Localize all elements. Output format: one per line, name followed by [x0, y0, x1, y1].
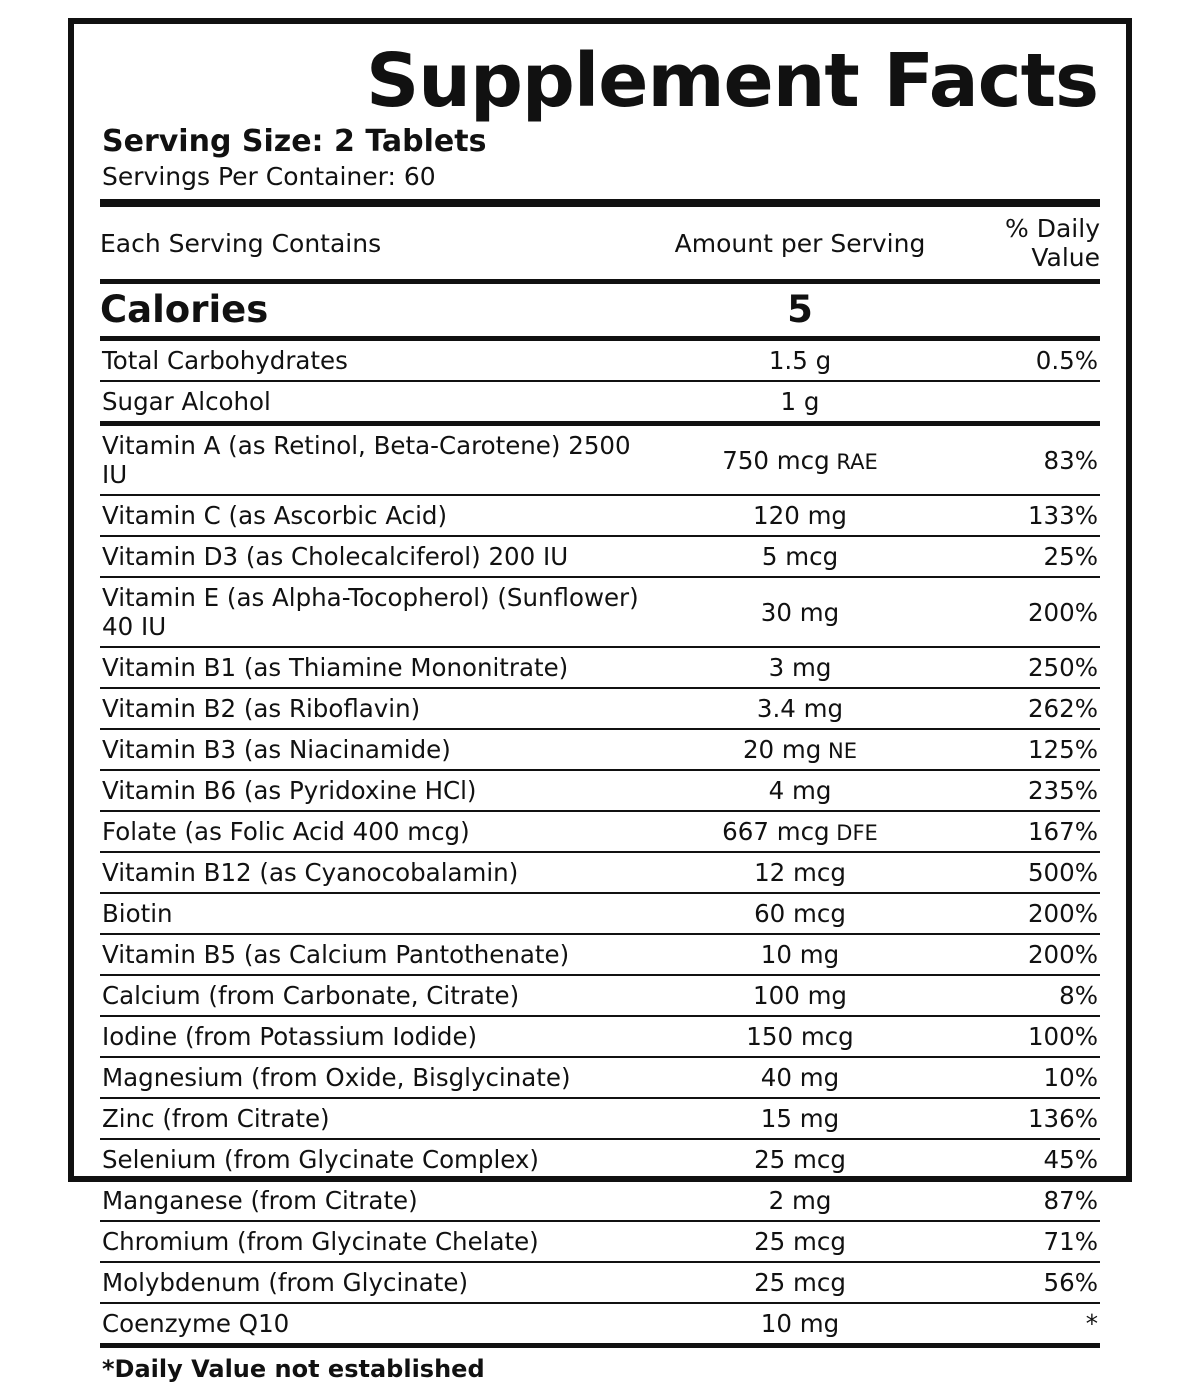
ingredient-daily-value: 200% [940, 934, 1100, 975]
table-row [100, 893, 1100, 934]
ingredient-daily-value: 167% [940, 811, 1100, 852]
header-amount-per-serving: Amount per Serving [674, 228, 926, 258]
ingredient-amount: 1.5 g [660, 341, 940, 381]
ingredient-amount [660, 424, 940, 496]
amount-unit-qualifier: DFE [829, 821, 878, 845]
ingredient-amount [660, 811, 940, 852]
ingredient-amount: 25 mcg [660, 1221, 940, 1262]
ingredient-amount: 15 mg [660, 1098, 940, 1139]
calories-row [100, 284, 1100, 336]
ingredient-daily-value: 200% [940, 577, 1100, 647]
ingredient-amount: 60 mcg [660, 893, 940, 934]
ingredient-daily-value: 262% [940, 688, 1100, 729]
table-row [100, 1016, 1100, 1057]
table-row [100, 1180, 1100, 1221]
ingredient-amount: 100 mg [660, 975, 940, 1016]
ingredient-name: Sugar Alcohol [100, 381, 660, 424]
table-row [100, 381, 1100, 424]
amount-value: 750 mcg [722, 445, 830, 475]
ingredient-name: Calcium (from Carbonate, Citrate) [100, 975, 660, 1016]
amount-value: 20 mg [742, 735, 822, 764]
ingredient-amount: 2 mg [660, 1180, 940, 1221]
ingredient-name: Vitamin B5 (as Calcium Pantothenate) [100, 934, 660, 975]
table-row [100, 688, 1100, 729]
ingredient-amount: 25 mcg [660, 1139, 940, 1180]
table-row [100, 975, 1100, 1016]
ingredient-name: Iodine (from Potassium Iodide) [100, 1016, 660, 1057]
table-row [100, 852, 1100, 893]
ingredient-daily-value: 71% [940, 1221, 1100, 1262]
ingredient-daily-value: 125% [940, 729, 1100, 770]
ingredient-name: Vitamin B12 (as Cyanocobalamin) [100, 852, 660, 893]
ingredient-daily-value: 200% [940, 893, 1100, 934]
table-row [100, 1139, 1100, 1180]
ingredient-daily-value: 25% [940, 536, 1100, 577]
ingredient-daily-value: * [940, 1303, 1100, 1346]
calories-amount: 5 [787, 288, 813, 331]
table-row [100, 577, 1100, 647]
ingredient-amount: 3.4 mg [660, 688, 940, 729]
divider-thick-top [100, 199, 1100, 207]
table-row [100, 1303, 1100, 1346]
ingredient-daily-value: 45% [940, 1139, 1100, 1180]
ingredient-daily-value [940, 381, 1100, 424]
ingredient-name: Magnesium (from Oxide, Bisglycinate) [100, 1057, 660, 1098]
footnote-text: *Daily Value not established [102, 1355, 485, 1383]
ingredient-daily-value: 83% [940, 424, 1100, 496]
ingredient-name: Molybdenum (from Glycinate) [100, 1262, 660, 1303]
table-row [100, 536, 1100, 577]
ingredient-amount: 4 mg [660, 770, 940, 811]
table-row [100, 1262, 1100, 1303]
ingredient-daily-value: 10% [940, 1057, 1100, 1098]
ingredient-name: Total Carbohydrates [100, 341, 660, 381]
ingredient-daily-value: 250% [940, 647, 1100, 688]
ingredient-name: Vitamin B6 (as Pyridoxine HCl) [100, 770, 660, 811]
calories-label: Calories [100, 288, 269, 331]
ingredient-daily-value: 500% [940, 852, 1100, 893]
ingredient-name: Zinc (from Citrate) [100, 1098, 660, 1139]
amount-value: 667 mcg [722, 817, 830, 846]
nutrition-table [100, 207, 1100, 279]
serving-size-text: Serving Size: 2 Tablets [102, 124, 487, 159]
ingredient-name: Selenium (from Glycinate Complex) [100, 1139, 660, 1180]
header-daily-value: % Daily Value [1005, 214, 1100, 272]
ingredient-amount: 40 mg [660, 1057, 940, 1098]
ingredient-name: Coenzyme Q10 [100, 1303, 660, 1346]
ingredient-amount: 120 mg [660, 495, 940, 536]
servings-per-container-text: Servings Per Container: 60 [102, 162, 436, 191]
calories-table [100, 284, 1100, 336]
ingredient-name: Manganese (from Citrate) [100, 1180, 660, 1221]
table-row [100, 341, 1100, 381]
header-each-serving-contains: Each Serving Contains [100, 228, 382, 258]
supplement-facts-inner [100, 32, 1100, 1383]
ingredient-daily-value: 87% [940, 1180, 1100, 1221]
ingredient-name: Vitamin B1 (as Thiamine Mononitrate) [100, 647, 660, 688]
ingredient-name: Vitamin B2 (as Riboflavin) [100, 688, 660, 729]
table-row [100, 729, 1100, 770]
amount-unit-qualifier: NE [821, 739, 858, 763]
ingredient-daily-value: 8% [940, 975, 1100, 1016]
ingredient-amount: 150 mcg [660, 1016, 940, 1057]
ingredient-daily-value: 136% [940, 1098, 1100, 1139]
table-row [100, 424, 1100, 496]
ingredient-daily-value: 0.5% [940, 341, 1100, 381]
table-row [100, 1221, 1100, 1262]
ingredient-daily-value: 133% [940, 495, 1100, 536]
table-row [100, 1098, 1100, 1139]
ingredient-amount: 5 mcg [660, 536, 940, 577]
ingredient-amount: 10 mg [660, 934, 940, 975]
table-row [100, 811, 1100, 852]
ingredient-amount: 25 mcg [660, 1262, 940, 1303]
page-title: Supplement Facts [365, 38, 1098, 124]
calories-daily-value [940, 284, 1100, 336]
ingredient-name: Biotin [100, 893, 660, 934]
table-row [100, 934, 1100, 975]
ingredient-name: Vitamin E (as Alpha-Tocopherol) (Sunflower) 40 IU [100, 577, 660, 647]
table-row [100, 770, 1100, 811]
ingredient-daily-value: 56% [940, 1262, 1100, 1303]
ingredient-amount: 1 g [660, 381, 940, 424]
ingredient-amount [660, 729, 940, 770]
ingredient-amount: 3 mg [660, 647, 940, 688]
table-row [100, 495, 1100, 536]
ingredient-name: Vitamin B3 (as Niacinamide) [100, 729, 660, 770]
amount-unit-qualifier: RAE [829, 449, 878, 474]
ingredient-amount: 12 mcg [660, 852, 940, 893]
table-row [100, 647, 1100, 688]
ingredient-name: Vitamin A (as Retinol, Beta-Carotene) 2500 IU [100, 424, 660, 496]
ingredient-rows-table [100, 341, 1100, 1348]
ingredient-amount: 30 mg [660, 577, 940, 647]
ingredient-name: Chromium (from Glycinate Chelate) [100, 1221, 660, 1262]
ingredient-name: Vitamin C (as Ascorbic Acid) [100, 495, 660, 536]
ingredient-name: Vitamin D3 (as Cholecalciferol) 200 IU [100, 536, 660, 577]
ingredient-daily-value: 100% [940, 1016, 1100, 1057]
ingredient-daily-value: 235% [940, 770, 1100, 811]
table-row [100, 1057, 1100, 1098]
ingredient-name: Folate (as Folic Acid 400 mcg) [100, 811, 660, 852]
table-header-row [100, 207, 1100, 279]
ingredient-amount: 10 mg [660, 1303, 940, 1346]
supplement-facts-panel [68, 18, 1132, 1383]
